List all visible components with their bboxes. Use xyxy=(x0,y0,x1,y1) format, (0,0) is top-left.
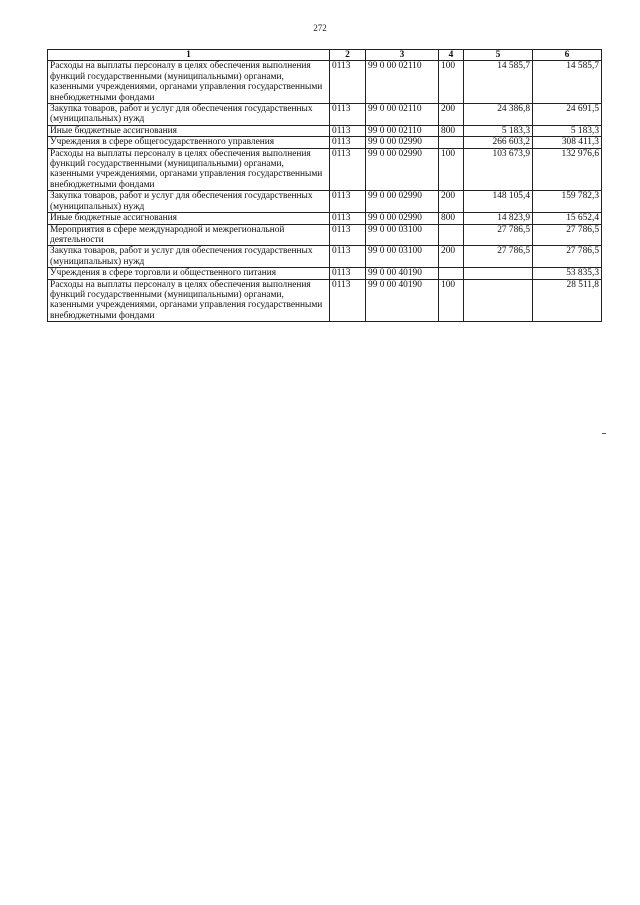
row-section-cell: 0113 xyxy=(330,104,366,126)
row-type-cell xyxy=(439,268,464,279)
row-section-cell: 0113 xyxy=(330,61,366,104)
row-type-cell: 200 xyxy=(439,246,464,268)
row-sum1-cell: 14 823,9 xyxy=(464,213,533,224)
row-section-cell: 0113 xyxy=(330,268,366,279)
row-name-cell: Расходы на выплаты персоналу в целях обеспечения выполнения функций государственными (муниципальными) органами, казенными учреждениями, органами управления государственными внебюджетными фондами xyxy=(48,148,330,191)
row-sum2-cell: 27 786,5 xyxy=(533,224,602,246)
row-section-cell: 0113 xyxy=(330,246,366,268)
row-section-cell: 0113 xyxy=(330,148,366,191)
row-sum2-cell: 159 782,3 xyxy=(533,191,602,213)
row-sum2-cell: 15 652,4 xyxy=(533,213,602,224)
row-sum1-cell: 148 105,4 xyxy=(464,191,533,213)
column-header-type: 4 xyxy=(439,50,464,61)
row-sum1-cell: 103 673,9 xyxy=(464,148,533,191)
budget-table xyxy=(47,49,602,322)
row-sum1-cell: 27 786,5 xyxy=(464,246,533,268)
table-row xyxy=(48,191,602,213)
row-type-cell: 100 xyxy=(439,61,464,104)
row-sum2-cell: 5 183,3 xyxy=(533,125,602,136)
row-sum2-cell: 27 786,5 xyxy=(533,246,602,268)
row-name-cell: Учреждения в сфере общегосударственного управления xyxy=(48,137,330,148)
row-sum1-cell: 14 585,7 xyxy=(464,61,533,104)
row-target-cell: 99 0 00 02990 xyxy=(366,137,439,148)
column-header-target: 3 xyxy=(366,50,439,61)
row-section-cell: 0113 xyxy=(330,213,366,224)
column-header-section: 2 xyxy=(330,50,366,61)
row-target-cell: 99 0 00 02110 xyxy=(366,125,439,136)
row-sum2-cell: 28 511,8 xyxy=(533,279,602,322)
row-sum2-cell: 53 835,3 xyxy=(533,268,602,279)
row-target-cell: 99 0 00 02110 xyxy=(366,104,439,126)
row-name-cell: Мероприятия в сфере международной и межрегиональной деятельности xyxy=(48,224,330,246)
row-target-cell: 99 0 00 02990 xyxy=(366,213,439,224)
column-header-name: 1 xyxy=(48,50,330,61)
row-type-cell: 800 xyxy=(439,125,464,136)
table-row xyxy=(48,125,602,136)
table-row xyxy=(48,61,602,104)
table-row xyxy=(48,246,602,268)
row-name-cell: Закупка товаров, работ и услуг для обеспечения государственных (муниципальных) нужд xyxy=(48,246,330,268)
column-header-sum2: 6 xyxy=(533,50,602,61)
row-sum2-cell: 132 976,6 xyxy=(533,148,602,191)
row-target-cell: 99 0 00 02990 xyxy=(366,148,439,191)
row-sum2-cell: 308 411,3 xyxy=(533,137,602,148)
row-type-cell: 200 xyxy=(439,104,464,126)
row-name-cell: Закупка товаров, работ и услуг для обеспечения государственных (муниципальных) нужд xyxy=(48,191,330,213)
row-name-cell: Закупка товаров, работ и услуг для обеспечения государственных (муниципальных) нужд xyxy=(48,104,330,126)
page-number: 272 xyxy=(313,23,327,33)
row-name-cell: Расходы на выплаты персоналу в целях обеспечения выполнения функций государственными (муниципальными) органами, казенными учреждениями, органами управления государственными внебюджетными фондами xyxy=(48,279,330,322)
row-sum1-cell: 24 386,8 xyxy=(464,104,533,126)
edge-mark xyxy=(602,433,606,434)
row-sum1-cell: 5 183,3 xyxy=(464,125,533,136)
row-type-cell xyxy=(439,137,464,148)
table-row xyxy=(48,104,602,126)
row-section-cell: 0113 xyxy=(330,125,366,136)
row-sum1-cell: 27 786,5 xyxy=(464,224,533,246)
row-sum2-cell: 14 585,7 xyxy=(533,61,602,104)
row-sum2-cell: 24 691,5 xyxy=(533,104,602,126)
row-sum1-cell: 266 603,2 xyxy=(464,137,533,148)
row-type-cell: 200 xyxy=(439,191,464,213)
table-header-row xyxy=(48,50,602,61)
row-name-cell: Расходы на выплаты персоналу в целях обеспечения выполнения функций государственными (муниципальными) органами, казенными учреждениями, органами управления государственными внебюджетными фондами xyxy=(48,61,330,104)
row-target-cell: 99 0 00 03100 xyxy=(366,224,439,246)
table-row xyxy=(48,268,602,279)
row-type-cell xyxy=(439,224,464,246)
row-section-cell: 0113 xyxy=(330,224,366,246)
row-section-cell: 0113 xyxy=(330,279,366,322)
row-type-cell: 100 xyxy=(439,279,464,322)
row-type-cell: 100 xyxy=(439,148,464,191)
row-target-cell: 99 0 00 02110 xyxy=(366,61,439,104)
table-row xyxy=(48,148,602,191)
row-type-cell: 800 xyxy=(439,213,464,224)
row-name-cell: Иные бюджетные ассигнования xyxy=(48,125,330,136)
table-row xyxy=(48,137,602,148)
row-target-cell: 99 0 00 03100 xyxy=(366,246,439,268)
row-sum1-cell xyxy=(464,268,533,279)
table-row xyxy=(48,279,602,322)
table-row xyxy=(48,224,602,246)
row-name-cell: Учреждения в сфере торговли и общественного питания xyxy=(48,268,330,279)
row-sum1-cell xyxy=(464,279,533,322)
column-header-sum1: 5 xyxy=(464,50,533,61)
row-target-cell: 99 0 00 40190 xyxy=(366,268,439,279)
row-section-cell: 0113 xyxy=(330,137,366,148)
row-target-cell: 99 0 00 40190 xyxy=(366,279,439,322)
table-row xyxy=(48,213,602,224)
row-name-cell: Иные бюджетные ассигнования xyxy=(48,213,330,224)
row-section-cell: 0113 xyxy=(330,191,366,213)
row-target-cell: 99 0 00 02990 xyxy=(366,191,439,213)
